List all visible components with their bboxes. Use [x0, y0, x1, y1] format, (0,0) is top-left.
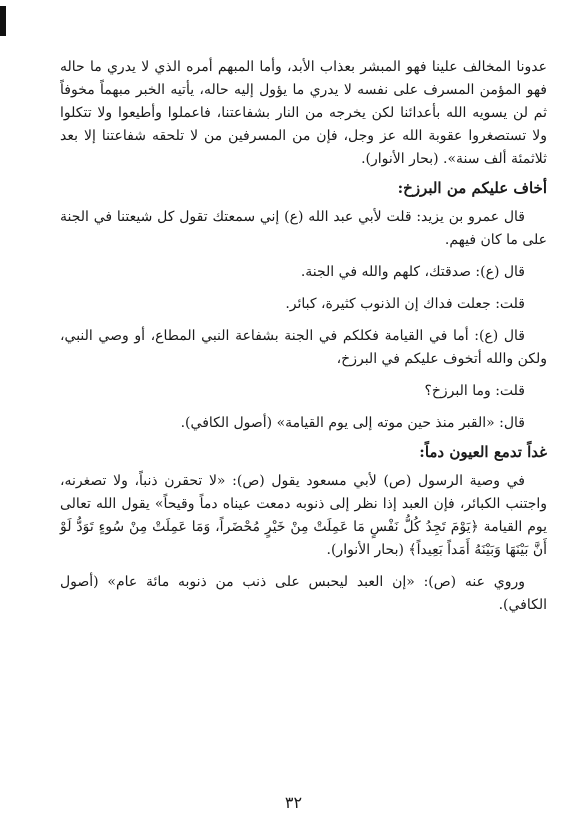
heading-barzakh: أخاف عليكم من البرزخ:: [397, 179, 547, 197]
paragraph-narration: وروي عنه (ص): «إن العبد ليحبس على ذنب من ذنوبه مائة عام» (أصول الكافي).: [60, 574, 547, 613]
heading-tears: غداً تدمع العيون دماً:: [419, 443, 547, 461]
paragraph-prophet-will: في وصية الرسول (ص) لأبي مسعود يقول (ص): «لا تحقرن ذنباً، ولا تصغرنه، واجتنب الكبائر، فإن العبد إذا نظر إلى ذنوبه دمعت عيناه دماً وقيحاً» يقول الله تعالى يوم القيامة ﴿يَوْمَ تَجِدُ كُلُّ نَفْسٍ مَا عَمِلَتْ مِنْ خَيْرٍ مُحْضَراً، وَمَا عَمِلَتْ مِنْ سُوءٍ تَوَدُّ لَوْ أَنَّ بَيْنَهَا وَبَيْنَهُ أَمَداً بَعِيداً﴾ (بحار الأنوار).: [60, 473, 547, 558]
paragraph-answer-2: قال (ع): أما في القيامة فكلكم في الجنة بشفاعة النبي المطاع، أو وصي النبي، ولكن والله أتخوف عليكم في البرزخ،: [60, 328, 547, 367]
page-edge-mark: [0, 6, 6, 36]
paragraph-intro: عدونا المخالف علينا فهو المبشر بعذاب الأبد، وأما المبهم أمره الذي لا يدري ما حاله فهو المؤمن المسرف على نفسه لا يدري ما يؤول إليه حاله، يأتيه الخبر مبهماً مخوفاً ثم لن يسويه الله بأعدائنا لكن يخرجه من النار بشفاعتنا، فاعملوا وأطيعوا ولا تتكلوا ولا تستصغروا عقوبة الله عز وجل، فإن من المسرفين من لا تلحقه شفاعتنا إلا بعد ثلاثمئة ألف سنة». (بحار الأنوار).: [60, 59, 547, 167]
paragraph-question-3: قلت: وما البرزخ؟: [424, 383, 525, 399]
paragraph-answer-3: قال: «القبر منذ حين موته إلى يوم القيامة» (أصول الكافي).: [180, 415, 525, 431]
page-body: [60, 56, 547, 617]
paragraph-amr-question: قال عمرو بن يزيد: قلت لأبي عبد الله (ع) إني سمعتك تقول كل شيعتنا في الجنة على ما كان فيهم.: [60, 209, 547, 248]
paragraph-answer-1: قال (ع): صدقتك، كلهم والله في الجنة.: [300, 264, 525, 280]
page-number: ٣٢: [284, 793, 303, 812]
paragraph-question-2: قلت: جعلت فداك إن الذنوب كثيرة، كبائر.: [285, 296, 525, 312]
